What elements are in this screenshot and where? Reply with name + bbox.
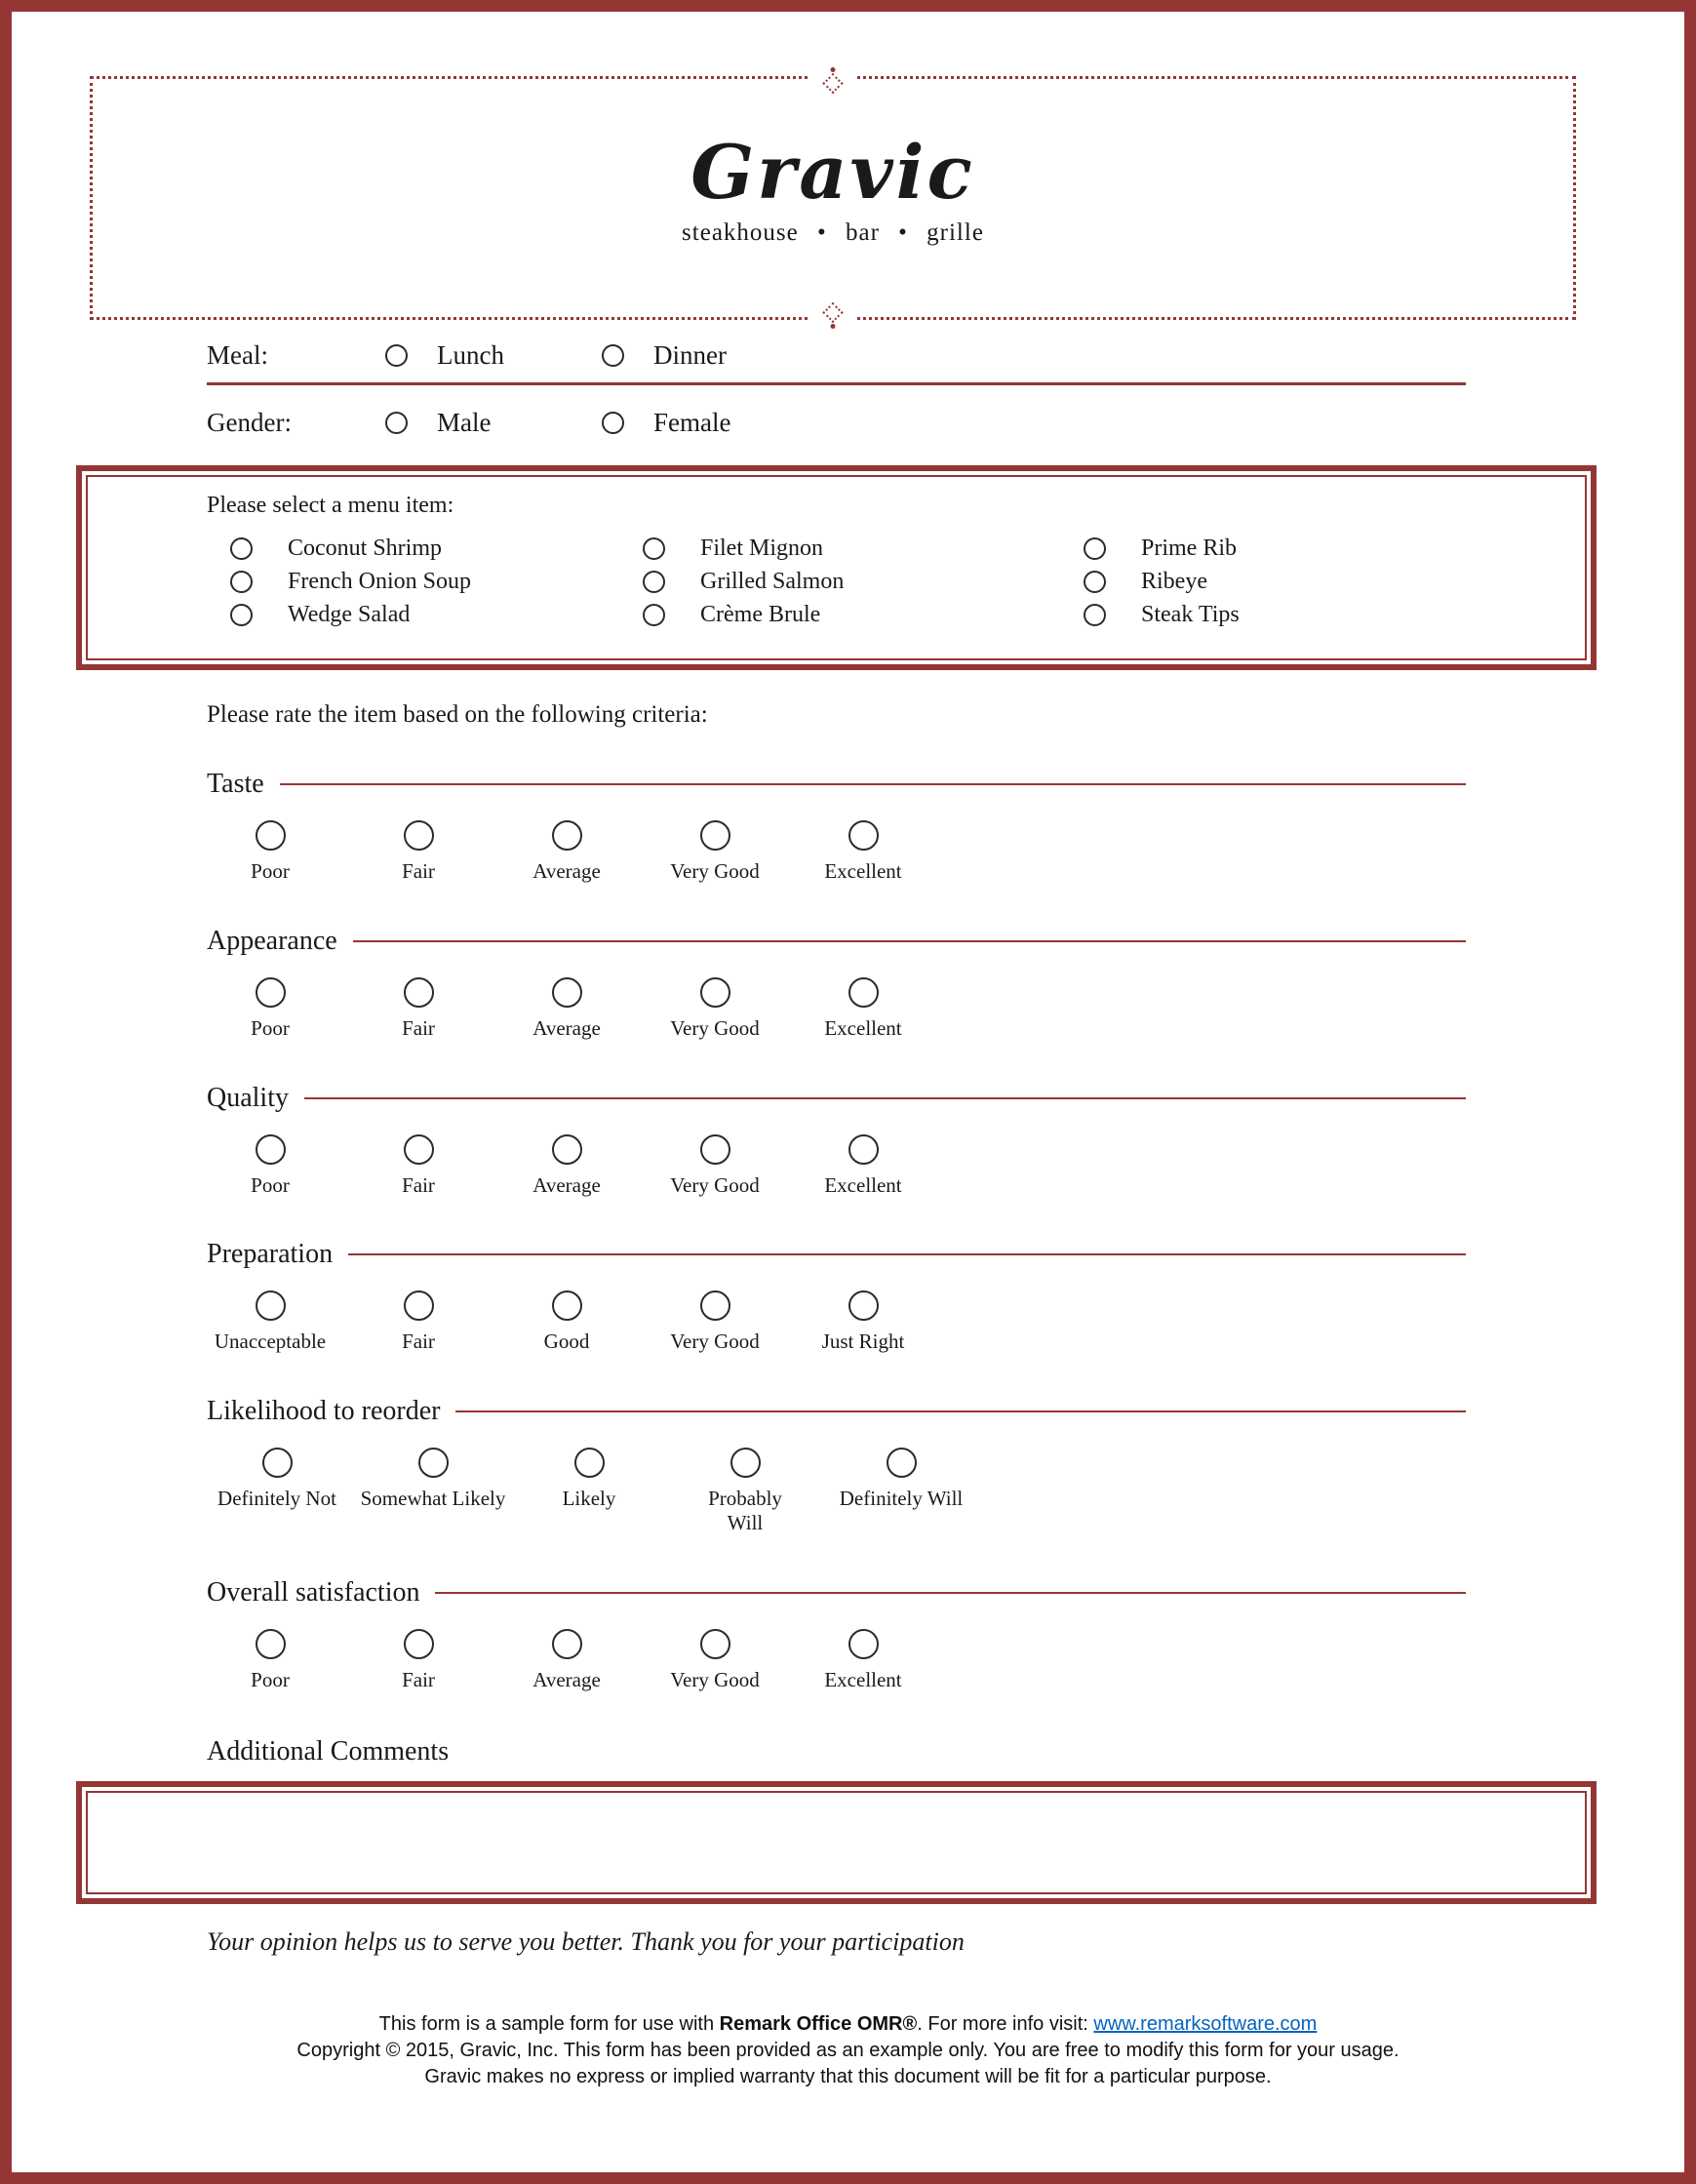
menu-item <box>230 598 643 631</box>
option-cell <box>199 1448 355 1535</box>
radio-preparation-unacceptable[interactable] <box>256 1291 286 1321</box>
option-label: Poor <box>251 859 290 883</box>
meal-divider <box>207 382 1466 385</box>
radio-menu-steak-tips[interactable] <box>1084 604 1106 626</box>
option-cell <box>344 820 493 884</box>
option-cell <box>196 1291 344 1354</box>
radio-gender-male[interactable] <box>385 412 408 434</box>
section-rule <box>435 1592 1466 1594</box>
meal-label: Meal: <box>207 339 268 370</box>
rating-section-preparation <box>12 1238 1684 1354</box>
option-cell <box>789 977 937 1041</box>
radio-quality-average[interactable] <box>552 1134 582 1165</box>
remark-website-link[interactable]: www.remarksoftware.com <box>1093 2013 1318 2036</box>
option-label: Average <box>532 1015 601 1040</box>
comments-box <box>76 1781 1597 1904</box>
options-row <box>196 1291 1684 1354</box>
brand-logo: Gravic <box>690 129 975 216</box>
option-cell <box>344 1629 493 1692</box>
radio-appearance-average[interactable] <box>552 977 582 1008</box>
rating-prompt: Please rate the item based on the following criteria: <box>207 701 708 728</box>
menu-item <box>1084 565 1240 598</box>
radio-taste-excellent[interactable] <box>848 820 879 851</box>
ornament-diamond-icon <box>822 302 843 323</box>
section-rule <box>353 940 1466 942</box>
option-label: Definitely Will <box>839 1487 964 1511</box>
logo-frame <box>90 76 1576 320</box>
top-ornament-icon <box>810 62 856 96</box>
radio-menu-prime-rib[interactable] <box>1084 537 1106 560</box>
radio-menu-filet-mignon[interactable] <box>643 537 665 560</box>
option-label: Unacceptable <box>214 1330 327 1354</box>
section-rule <box>304 1097 1466 1099</box>
rating-section-taste <box>12 768 1684 884</box>
radio-taste-average[interactable] <box>552 820 582 851</box>
option-cell <box>355 1448 511 1535</box>
gender-option-female-label: Female <box>653 407 731 437</box>
option-label: Fair <box>402 1330 435 1354</box>
menu-options <box>88 532 1585 658</box>
options-row <box>196 1629 1684 1692</box>
option-cell <box>641 977 789 1041</box>
gender-label: Gender: <box>207 407 292 437</box>
option-cell <box>667 1448 823 1535</box>
radio-menu-french-onion-soup[interactable] <box>230 571 253 593</box>
menu-column-3 <box>1084 532 1240 631</box>
section-title: Likelihood to reorder <box>207 1396 441 1427</box>
option-cell <box>493 1134 641 1198</box>
option-label: Excellent <box>824 1667 902 1691</box>
section-head <box>207 768 1466 801</box>
menu-item-label: French Onion Soup <box>288 568 471 594</box>
bottom-ornament-icon <box>810 300 856 334</box>
option-label: Fair <box>402 1667 435 1691</box>
radio-quality-very-good[interactable] <box>700 1134 730 1165</box>
option-cell <box>641 1134 789 1198</box>
option-label: Good <box>543 1330 590 1354</box>
option-cell <box>493 977 641 1041</box>
radio-overall-very-good[interactable] <box>700 1629 730 1659</box>
gender-option-male-label: Male <box>437 407 492 437</box>
meal-option-lunch-label: Lunch <box>437 339 504 370</box>
radio-appearance-excellent[interactable] <box>848 977 879 1008</box>
option-label: Very Good <box>670 1330 760 1354</box>
section-title: Preparation <box>207 1239 334 1270</box>
radio-menu-coconut-shrimp[interactable] <box>230 537 253 560</box>
menu-item <box>1084 532 1240 565</box>
option-label: Fair <box>402 1172 435 1197</box>
option-label: Probably Will <box>708 1487 782 1534</box>
radio-menu-grilled-salmon[interactable] <box>643 571 665 593</box>
option-cell <box>641 1291 789 1354</box>
radio-likelihood-likely[interactable] <box>574 1448 605 1478</box>
menu-item <box>643 565 1084 598</box>
option-cell <box>493 1629 641 1692</box>
option-cell <box>641 1629 789 1692</box>
options-row <box>196 1134 1684 1198</box>
option-label: Fair <box>402 1015 435 1040</box>
meal-question <box>207 338 1684 373</box>
menu-item-label: Filet Mignon <box>700 535 824 561</box>
radio-preparation-fair[interactable] <box>404 1291 434 1321</box>
section-rule <box>455 1410 1466 1412</box>
radio-overall-excellent[interactable] <box>848 1629 879 1659</box>
section-title: Taste <box>207 769 264 799</box>
option-label: Likely <box>562 1487 616 1511</box>
option-cell <box>196 820 344 884</box>
option-label: Definitely Not <box>217 1487 336 1511</box>
gender-question <box>207 405 1684 440</box>
section-head <box>207 1395 1466 1428</box>
section-head <box>207 1082 1466 1115</box>
radio-appearance-very-good[interactable] <box>700 977 730 1008</box>
radio-likelihood-somewhat-likely[interactable] <box>418 1448 449 1478</box>
menu-item <box>643 532 1084 565</box>
footer-line-2: Copyright © 2015, Gravic, Inc. This form has been provided as an example only. You are free to modify this form for your usage. <box>296 2040 1400 2062</box>
rating-section-quality <box>12 1082 1684 1198</box>
rating-section-overall <box>12 1576 1684 1692</box>
menu-box-inner <box>86 475 1587 660</box>
comments-box-inner <box>86 1791 1587 1894</box>
option-cell <box>196 1134 344 1198</box>
radio-taste-fair[interactable] <box>404 820 434 851</box>
radio-preparation-good[interactable] <box>552 1291 582 1321</box>
radio-likelihood-definitely-will[interactable] <box>887 1448 917 1478</box>
radio-overall-poor[interactable] <box>256 1629 286 1659</box>
option-label: Average <box>532 1172 601 1197</box>
option-label: Very Good <box>670 1172 760 1197</box>
radio-quality-fair[interactable] <box>404 1134 434 1165</box>
option-cell <box>823 1448 979 1535</box>
option-label: Fair <box>402 859 435 883</box>
option-label: Excellent <box>824 1015 902 1040</box>
section-title: Quality <box>207 1082 289 1113</box>
radio-meal-lunch[interactable] <box>385 344 408 367</box>
radio-quality-excellent[interactable] <box>848 1134 879 1165</box>
options-row <box>196 977 1684 1041</box>
option-cell <box>789 820 937 884</box>
menu-item <box>230 532 643 565</box>
radio-appearance-fair[interactable] <box>404 977 434 1008</box>
radio-menu-ribeye[interactable] <box>1084 571 1106 593</box>
radio-likelihood-probably-will[interactable] <box>730 1448 761 1478</box>
radio-appearance-poor[interactable] <box>256 977 286 1008</box>
radio-menu-wedge-salad[interactable] <box>230 604 253 626</box>
option-cell <box>789 1291 937 1354</box>
option-label: Poor <box>251 1172 290 1197</box>
option-cell <box>493 820 641 884</box>
options-row <box>196 820 1684 884</box>
option-cell <box>511 1448 667 1535</box>
menu-column-1 <box>230 532 643 631</box>
radio-overall-average[interactable] <box>552 1629 582 1659</box>
options-row <box>199 1448 1684 1535</box>
footer-line-3: Gravic makes no express or implied warranty that this document will be fit for a particular purpose. <box>424 2066 1272 2088</box>
option-label: Average <box>532 1667 601 1691</box>
meal-option-dinner-label: Dinner <box>653 339 727 370</box>
option-cell <box>344 1291 493 1354</box>
radio-gender-female[interactable] <box>602 412 624 434</box>
section-title: Overall satisfaction <box>207 1576 420 1608</box>
menu-prompt: Please select a menu item: <box>207 493 454 518</box>
ornament-diamond-icon <box>822 73 843 94</box>
menu-item-label: Prime Rib <box>1141 535 1238 561</box>
section-title: Appearance <box>207 925 337 956</box>
section-head <box>207 1238 1466 1271</box>
radio-quality-poor[interactable] <box>256 1134 286 1165</box>
radio-preparation-just-right[interactable] <box>848 1291 879 1321</box>
section-rule <box>348 1253 1466 1255</box>
radio-menu-creme-brule[interactable] <box>643 604 665 626</box>
radio-likelihood-definitely-not[interactable] <box>262 1448 293 1478</box>
footer-line-1 <box>12 2011 1684 2038</box>
rating-section-likelihood <box>12 1395 1684 1535</box>
menu-item-label: Ribeye <box>1141 568 1207 594</box>
menu-column-2 <box>643 532 1084 631</box>
section-head <box>207 925 1466 958</box>
menu-item <box>643 598 1084 631</box>
footer <box>12 2011 1684 2090</box>
option-label: Poor <box>251 1015 290 1040</box>
option-label: Somewhat Likely <box>360 1487 506 1511</box>
option-cell <box>789 1134 937 1198</box>
footer-product-name: Remark Office OMR® <box>719 2013 918 2036</box>
menu-item-label: Coconut Shrimp <box>288 535 443 561</box>
section-head <box>207 1576 1466 1609</box>
radio-meal-dinner[interactable] <box>602 344 624 367</box>
menu-item-label: Steak Tips <box>1141 601 1240 627</box>
ornament-dot-icon <box>831 324 836 329</box>
radio-overall-fair[interactable] <box>404 1629 434 1659</box>
menu-item <box>230 565 643 598</box>
rating-section-appearance <box>12 925 1684 1041</box>
option-label: Very Good <box>670 859 760 883</box>
option-cell <box>344 1134 493 1198</box>
option-cell <box>641 820 789 884</box>
menu-item <box>1084 598 1240 631</box>
option-cell <box>493 1291 641 1354</box>
option-label: Very Good <box>670 1015 760 1040</box>
brand-tagline: steakhouse • bar • grille <box>682 219 984 246</box>
menu-item-label: Crème Brule <box>700 601 821 627</box>
menu-item-label: Wedge Salad <box>288 601 411 627</box>
option-cell <box>196 1629 344 1692</box>
option-cell <box>789 1629 937 1692</box>
option-cell <box>344 977 493 1041</box>
footer-text: . For more info visit: <box>917 2013 1094 2036</box>
radio-taste-poor[interactable] <box>256 820 286 851</box>
option-cell <box>196 977 344 1041</box>
option-label: Excellent <box>824 1172 902 1197</box>
ornament-dot-icon <box>831 67 836 72</box>
footer-text: This form is a sample form for use with <box>378 2013 720 2036</box>
menu-item-label: Grilled Salmon <box>700 568 845 594</box>
menu-box <box>76 465 1597 670</box>
option-label: Excellent <box>824 859 902 883</box>
comments-input[interactable] <box>88 1793 1585 1892</box>
option-label: Average <box>532 859 601 883</box>
option-label: Very Good <box>670 1667 760 1691</box>
radio-preparation-very-good[interactable] <box>700 1291 730 1321</box>
section-rule <box>280 783 1466 785</box>
option-label: Poor <box>251 1667 290 1691</box>
option-label: Just Right <box>821 1330 905 1354</box>
comments-title: Additional Comments <box>207 1736 450 1767</box>
radio-taste-very-good[interactable] <box>700 820 730 851</box>
closing-note: Your opinion helps us to serve you better. Thank you for your participation <box>207 1927 965 1957</box>
